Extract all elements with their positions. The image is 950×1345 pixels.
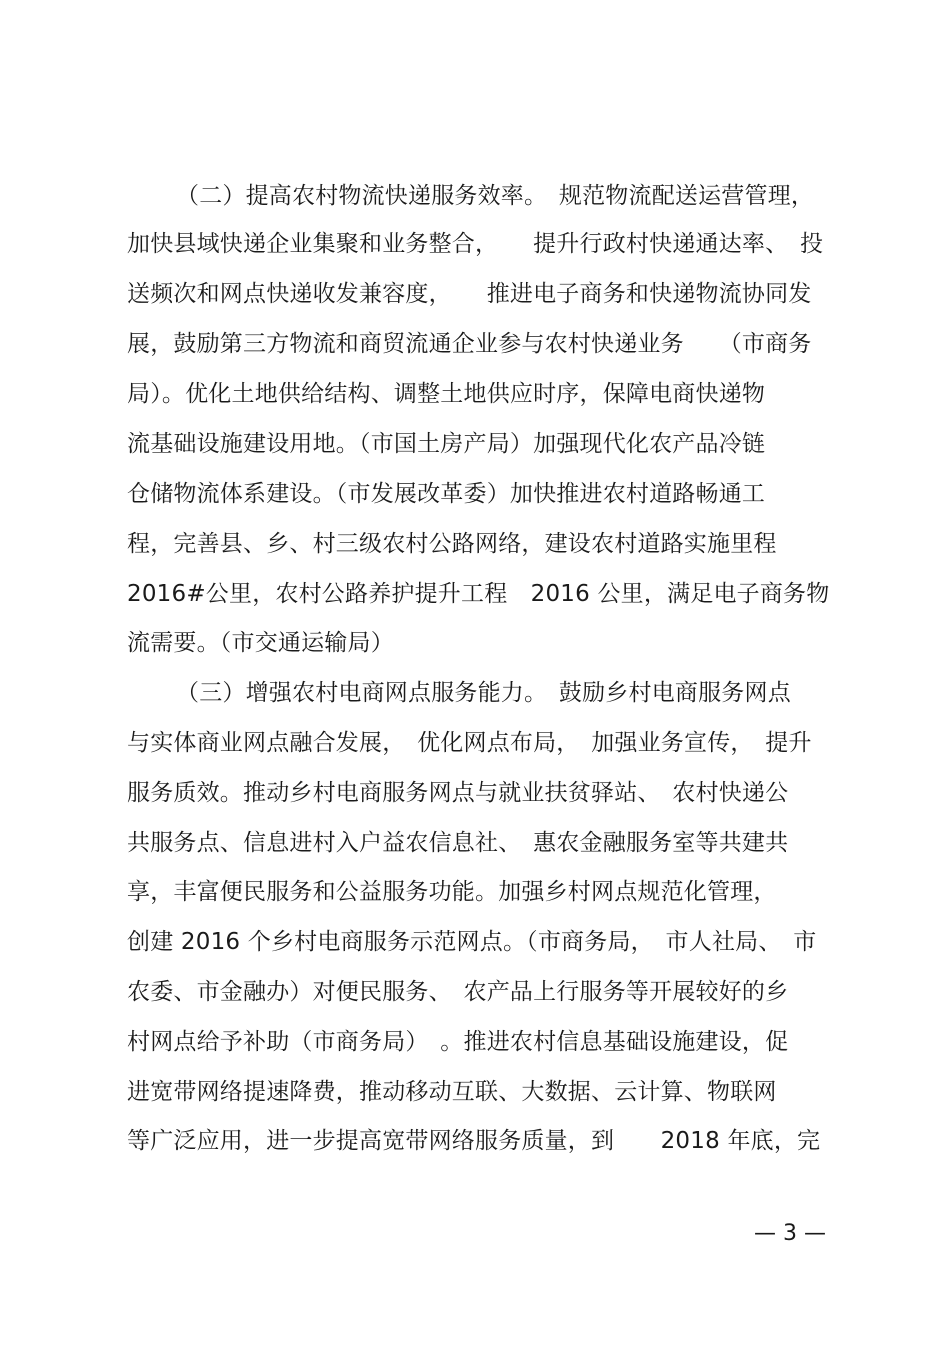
paragraph-3-line-9: 进宽带网络提速降费，推动移动互联、大数据、云计算、物联网 <box>127 1079 777 1105</box>
paragraph-2-line-5: 局）。优化土地供给结构、调整土地供应时序，保障电商快递物 <box>127 381 766 407</box>
paragraph-2-line-4: 展，鼓励第三方物流和商贸流通企业参与农村快递业务 （市商务 <box>127 331 812 357</box>
paragraph-3-line-6: 创建 2016 个乡村电商服务示范网点。（市商务局， 市人社局、 市 <box>127 929 817 955</box>
paragraph-3-line-3: 服务质效。推动乡村电商服务网点与就业扶贫驿站、 农村快递公 <box>127 780 789 806</box>
page-number: — 3 — <box>754 1221 826 1246</box>
paragraph-3-line-5: 享，丰富便民服务和公益服务功能。加强乡村网点规范化管理， <box>127 879 777 905</box>
paragraph-2-line-3: 送频次和网点快递收发兼容度， 推进电子商务和快递物流协同发 <box>127 281 812 307</box>
paragraph-2-line-1: （二）提高农村物流快递服务效率。 规范物流配送运营管理， <box>176 183 815 209</box>
paragraph-2-line-10: 流需要。（市交通运输局） <box>127 630 394 656</box>
paragraph-2-line-6: 流基础设施建设用地。（市国土房产局）加强现代化农产品冷链 <box>127 431 766 457</box>
paragraph-2-line-2: 加快县域快递企业集聚和业务整合， 提升行政村快递通达率、 投 <box>127 231 824 257</box>
paragraph-2-line-9: 2016#公里，农村公路养护提升工程 2016 公里，满足电子商务物 <box>127 581 830 607</box>
paragraph-2-line-7: 仓储物流体系建设。（市发展改革委）加快推进农村道路畅通工 <box>127 481 766 507</box>
paragraph-3-line-8: 村网点给予补助（市商务局） 。推进农村信息基础设施建设，促 <box>127 1029 789 1055</box>
paragraph-2-line-8: 程，完善县、乡、村三级农村公路网络，建设农村道路实施里程 <box>127 531 777 557</box>
paragraph-3-line-4: 共服务点、信息进村入户益农信息社、 惠农金融服务室等共建共 <box>127 830 789 856</box>
paragraph-3-line-10: 等广泛应用，进一步提高宽带网络服务质量，到 2018 年底，完 <box>127 1128 821 1154</box>
paragraph-3-line-7: 农委、市金融办）对便民服务、 农产品上行服务等开展较好的乡 <box>127 979 789 1005</box>
paragraph-3-line-1: （三）增强农村电商网点服务能力。 鼓励乡村电商服务网点 <box>176 680 791 706</box>
paragraph-3-line-2: 与实体商业网点融合发展， 优化网点布局， 加强业务宣传， 提升 <box>127 730 812 756</box>
